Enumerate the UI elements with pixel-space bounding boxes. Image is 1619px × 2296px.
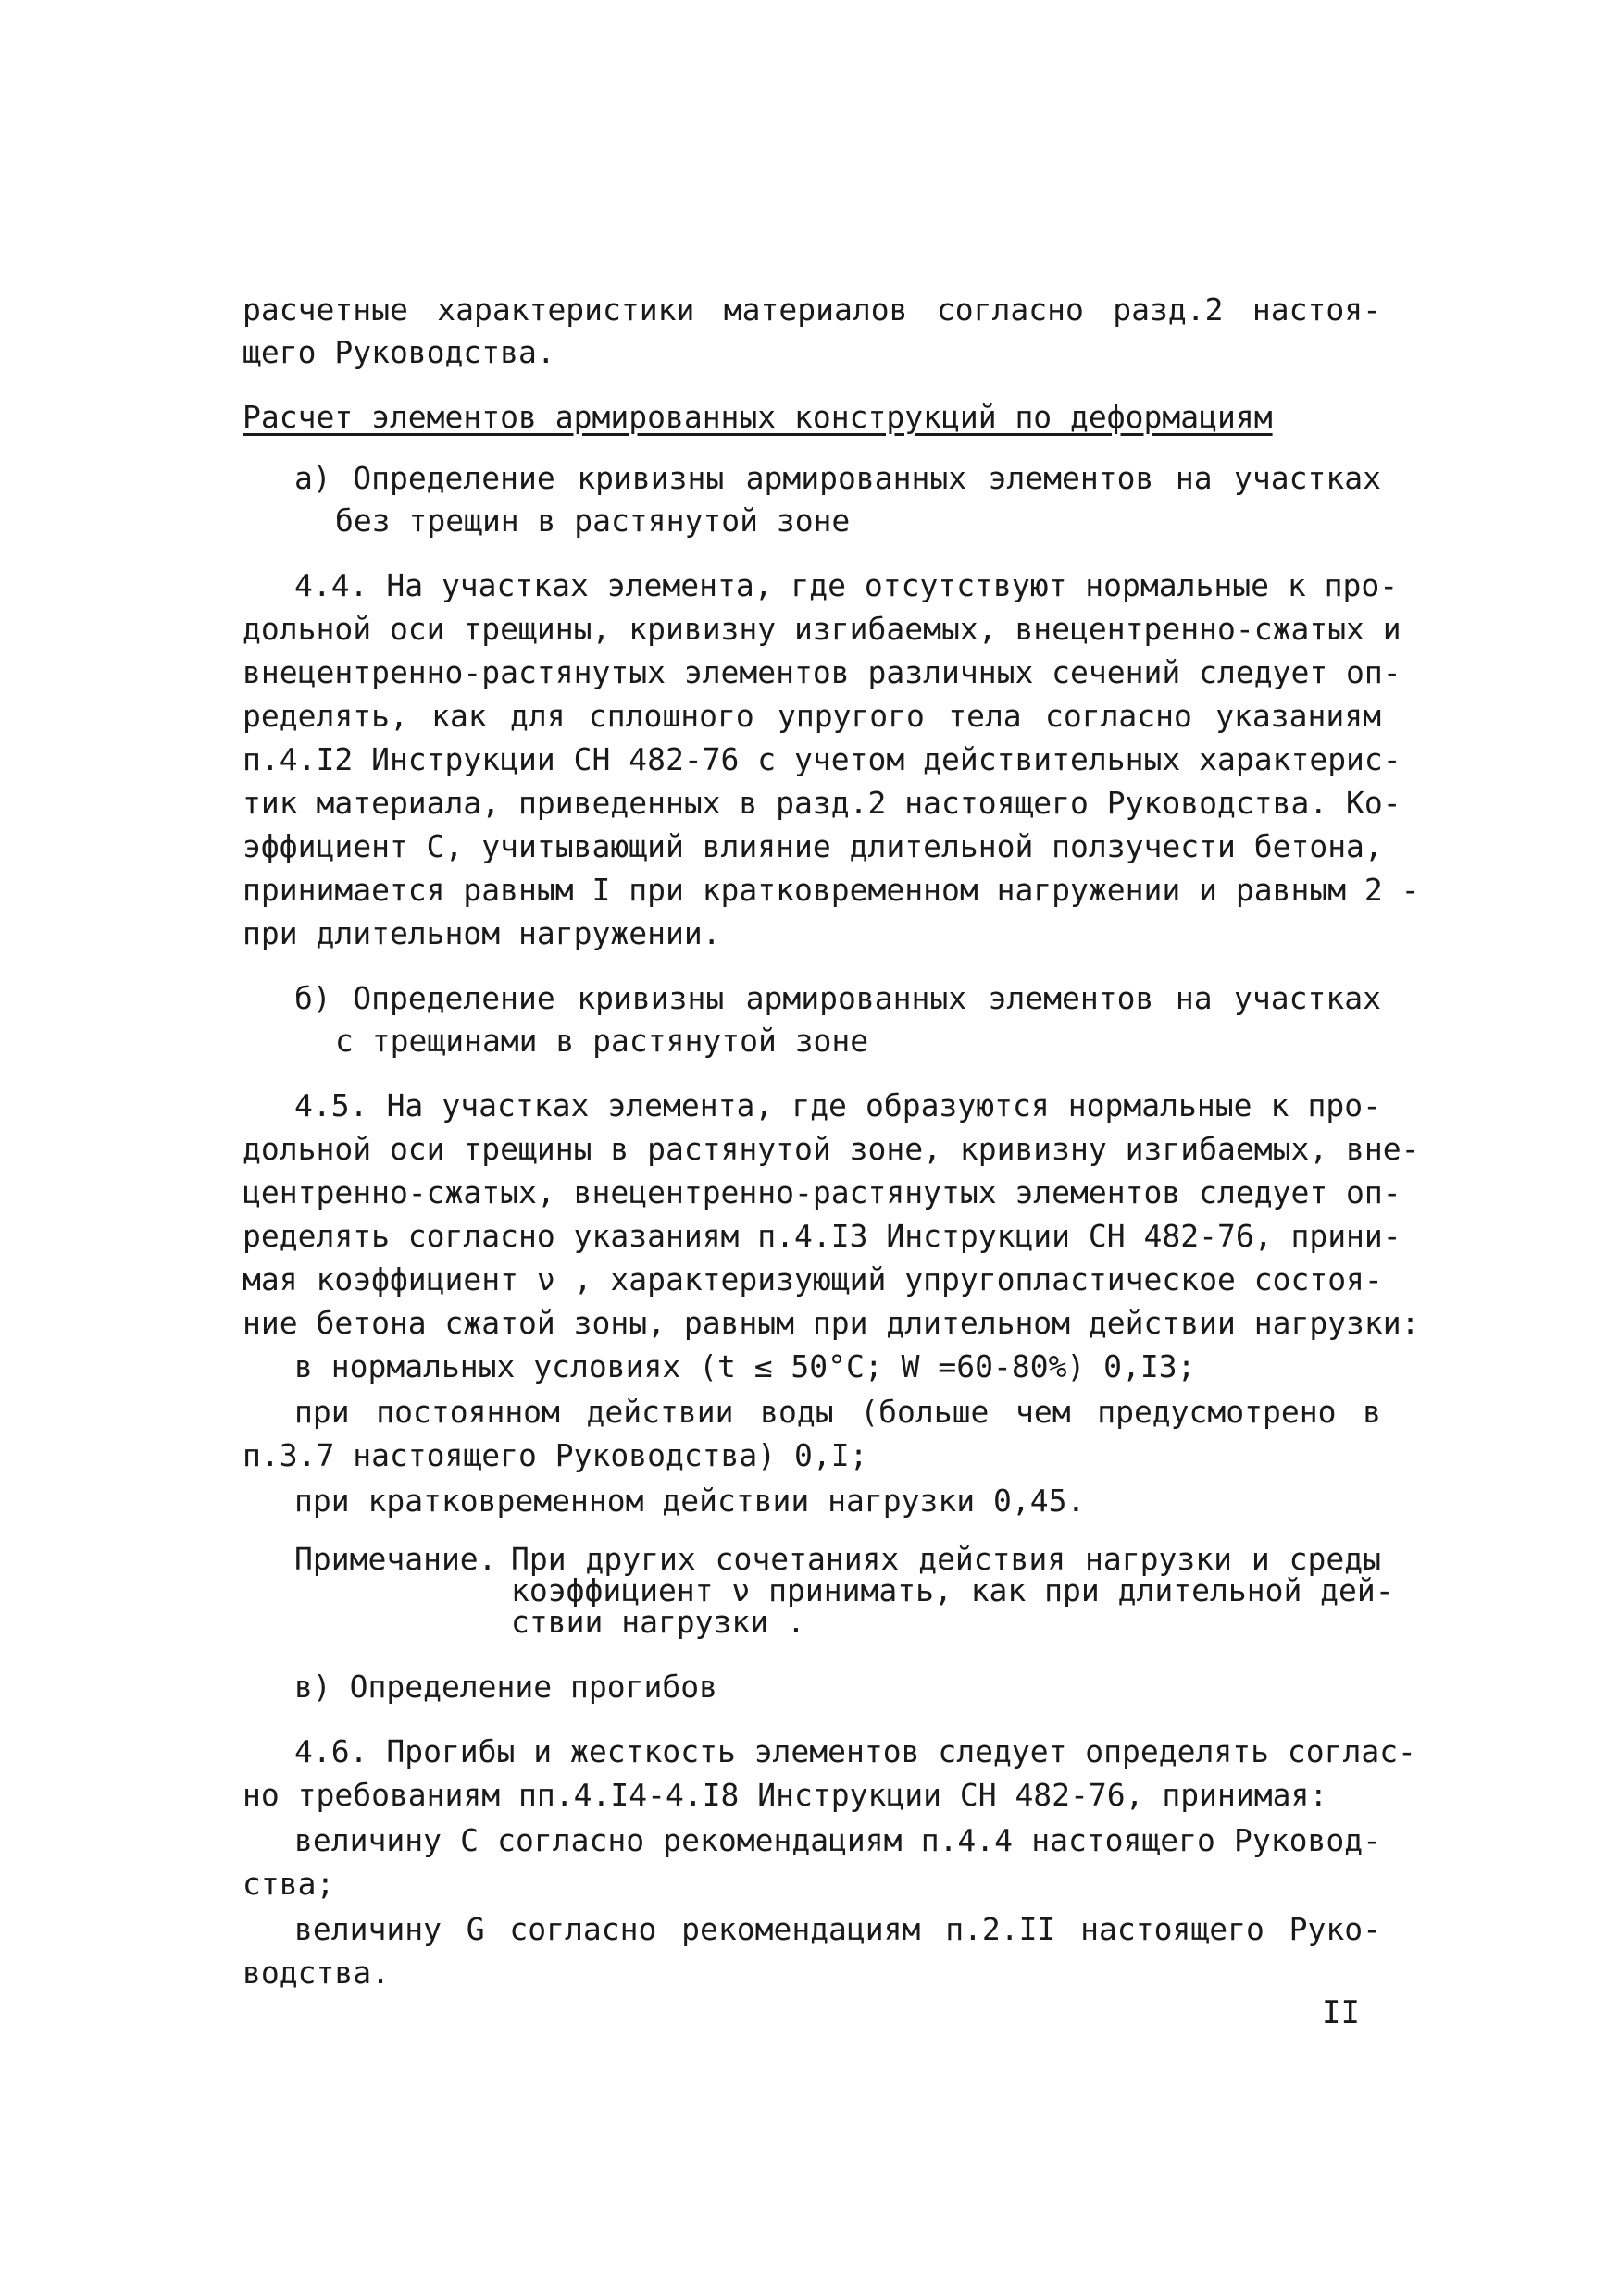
paragraph-line: дольной оси трещины в растянутой зоне, кривизну изгибаемых, вне-	[243, 1131, 1420, 1167]
note-line: ствии нагрузки .	[511, 1604, 805, 1640]
paragraph-line: дольной оси трещины, кривизну изгибаемых, внецентренно-сжатых и	[243, 611, 1401, 647]
subheading: в) Определение прогибов	[294, 1669, 717, 1705]
section-heading: Расчет элементов армированных конструкций по деформациям	[243, 399, 1273, 435]
paragraph-line: мая коэффициент ν , характеризующий упругопластическое состоя-	[243, 1261, 1383, 1297]
paragraph-line: величину С согласно рекомендациям п.4.4 настоящего Руковод-	[294, 1822, 1381, 1858]
paragraph-line: ства;	[243, 1866, 335, 1902]
subheading: с трещинами в растянутой зоне	[335, 1023, 869, 1059]
text-line: щего Руководства.	[243, 334, 555, 370]
paragraph-line: принимается равным I при кратковременном нагружении и равным 2 -	[243, 872, 1420, 908]
paragraph-line: тик материала, приведенных в разд.2 настоящего Руководства. Ко-	[243, 785, 1401, 821]
paragraph-line: внецентренно-растянутых элементов различных сечений следует оп-	[243, 654, 1401, 690]
subheading: без трещин в растянутой зоне	[335, 503, 851, 539]
paragraph-line: 4.4. На участках элемента, где отсутствуют нормальные к про-	[294, 567, 1399, 603]
subheading: б) Определение кривизны армированных элементов на участках	[294, 980, 1381, 1016]
paragraph-line: центренно-сжатых, внецентренно-растянутых элементов следует оп-	[243, 1174, 1401, 1210]
paragraph-line: п.3.7 настоящего Руководства) 0,I;	[243, 1437, 868, 1473]
paragraph-line: при постоянном действии воды (больше чем предусмотрено в	[294, 1394, 1381, 1430]
paragraph-line: п.4.I2 Инструкции СН 482-76 с учетом действительных характерис-	[243, 741, 1401, 777]
paragraph-line: 4.6. Прогибы и жесткость элементов следует определять соглас-	[294, 1733, 1416, 1769]
paragraph-line: ределять, как для сплошного упругого тела согласно указаниям	[243, 698, 1381, 734]
paragraph-line: ние бетона сжатой зоны, равным при длительном действии нагрузки:	[243, 1305, 1420, 1341]
text-line: расчетные характеристики материалов согласно разд.2 настоя-	[243, 292, 1381, 328]
note-line: коэффициент ν принимать, как при длительной дей-	[511, 1572, 1394, 1608]
paragraph-line: но требованиям пп.4.I4-4.I8 Инструкции СН 482-76, принимая:	[243, 1777, 1328, 1813]
paragraph-line: при кратковременном действии нагрузки 0,45.	[294, 1483, 1086, 1519]
paragraph-line: ределять согласно указаниям п.4.I3 Инструкции СН 482-76, прини-	[243, 1218, 1401, 1254]
subheading: а) Определение кривизны армированных элементов на участках	[294, 460, 1381, 496]
paragraph-line: водства.	[243, 1955, 390, 1991]
paragraph-line: при длительном нагружении.	[243, 915, 721, 951]
paragraph-line: в нормальных условиях (t ≤ 50°C; W =60-80%) 0,I3;	[294, 1348, 1196, 1384]
paragraph-line: 4.5. На участках элемента, где образуются нормальные к про-	[294, 1087, 1381, 1123]
note-label: Примечание.	[294, 1541, 497, 1577]
paragraph-line: величину G согласно рекомендациям п.2.II настоящего Руко-	[294, 1911, 1381, 1947]
note-line: При других сочетаниях действия нагрузки и среды	[511, 1541, 1381, 1577]
page-number: II	[1322, 1994, 1360, 2031]
paragraph-line: эффициент С, учитывающий влияние длительной ползучести бетона,	[243, 828, 1383, 864]
